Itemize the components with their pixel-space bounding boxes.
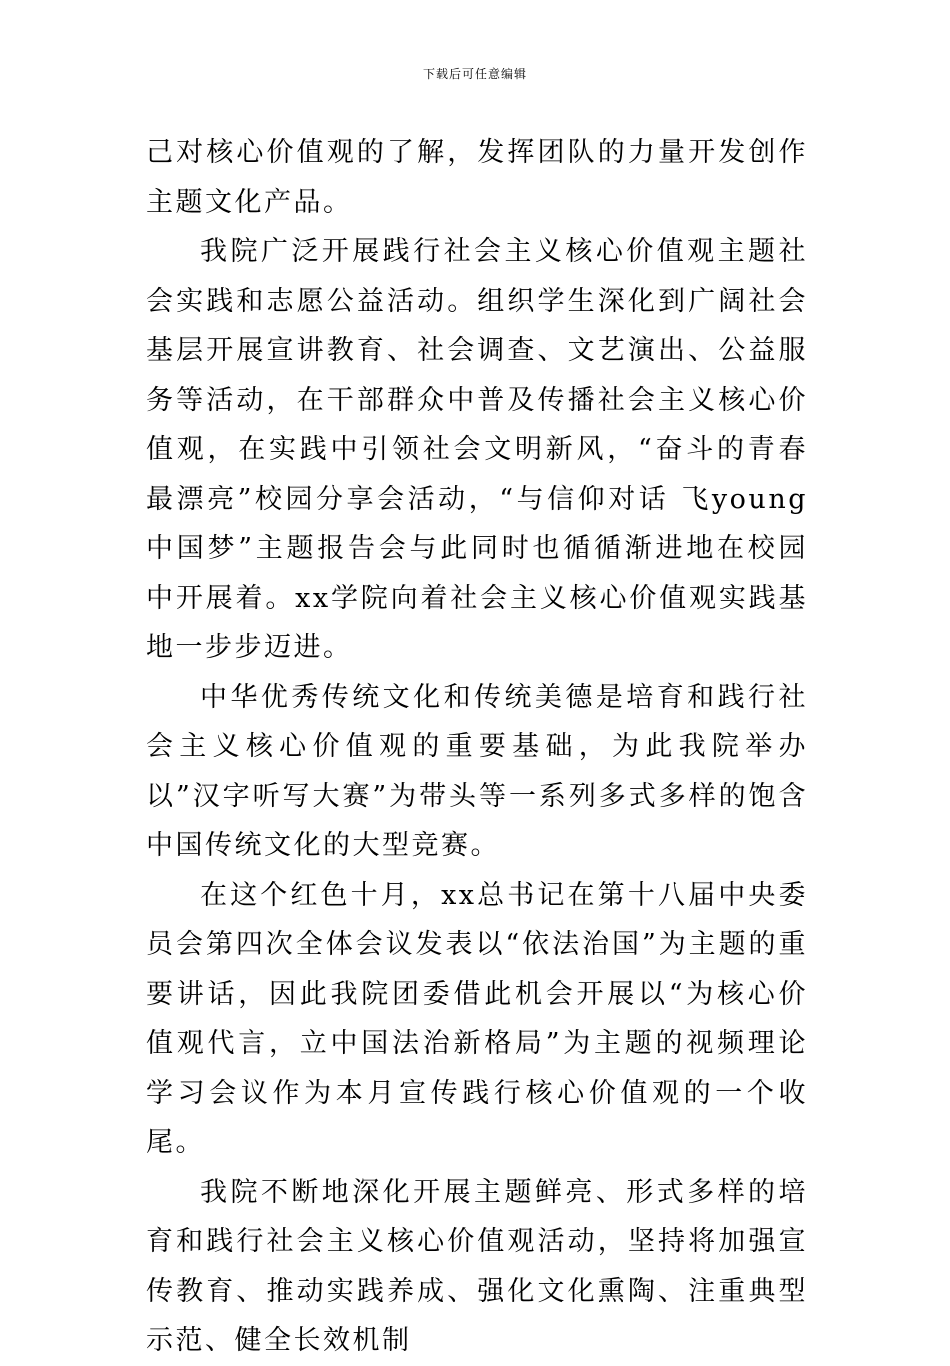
- paragraph-1: 己对核心价值观的了解，发挥团队的力量开发创作主题文化产品。: [146, 137, 808, 218]
- page-header: 下载后可任意编辑: [422, 67, 527, 81]
- paragraph-3: 中华优秀传统文化和传统美德是培育和践行社会主义核心价值观的重要基础，为此我院举办以”汉字听写大赛”为带头等一系列多式多样的饱含中国传统文化的大型竞赛。: [146, 681, 808, 861]
- paragraph-4: 在这个红色十月，xx总书记在第十八届中央委员会第四次全体会议发表以“依法治国”为主题的重要讲话，因此我院团委借此机会开展以“为核心价值观代言，立中国法治新格局”为主题的视频理论学习会议作为本月宣传践行核心价值观的一个收尾。: [146, 879, 808, 1158]
- paragraph-2: 我院广泛开展践行社会主义核心价值观主题社会实践和志愿公益活动。组织学生深化到广阔社会基层开展宣讲教育、社会调查、文艺演出、公益服务等活动，在干部群众中普及传播社会主义核心价值观，在实践中引领社会文明新风，“奋斗的青春最漂亮”校园分享会活动，“与信仰对话 飞young中国梦”主题报告会与此同时也循循渐进地在校园中开展着。xx学院向着社会主义核心价值观实践基地一步步迈进。: [146, 236, 808, 663]
- document-body: [146, 128, 808, 1366]
- paragraph-5: 我院不断地深化开展主题鲜亮、形式多样的培育和践行社会主义核心价值观活动，坚持将加强宣传教育、推动实践养成、强化文化熏陶、注重典型示范、健全长效机制: [146, 1176, 808, 1356]
